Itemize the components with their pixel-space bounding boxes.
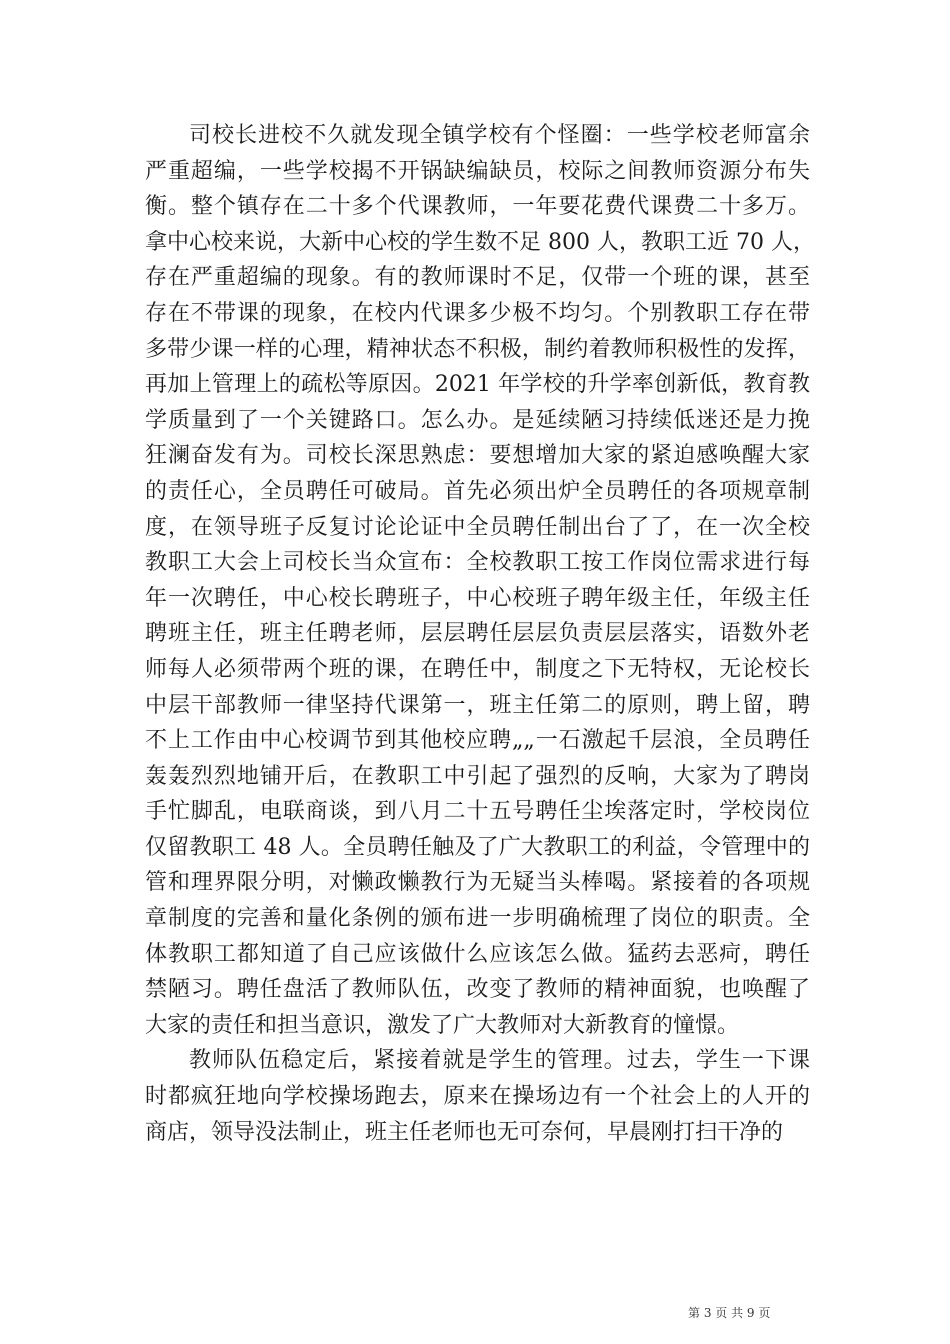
text-line: 学质量到了一个关键路口。怎么办。是延续陋习持续低迷还是力挽 — [145, 407, 810, 433]
text-line: 禁陋习。聘任盘活了教师队伍，改变了教师的精神面貌，也唤醒了 — [145, 977, 810, 1003]
text-line: 严重超编，一些学校揭不开锅缺编缺员，校际之间教师资源分布失 — [145, 158, 810, 184]
text-line: 大家的责任和担当意识，激发了广大教师对大新教育的憧憬。 — [145, 1012, 740, 1038]
text-line: 商店，领导没法制止，班主任老师也无可奈何，早晨刚打扫干净的 — [145, 1119, 784, 1145]
page-number: 第 3 页 共 9 页 — [688, 1306, 771, 1320]
text-line: 司校长进校不久就发现全镇学校有个怪圈：一些学校老师富余 — [189, 123, 810, 148]
text-line: 仅留教职工 48 人。全员聘任触及了广大教职工的利益，令管理中的 — [145, 834, 810, 860]
document-body — [145, 118, 815, 1150]
paragraph — [145, 1043, 810, 1150]
text-line: 度，在领导班子反复讨论论证中全员聘任制出台了了，在一次全校 — [145, 514, 810, 540]
text-line: 教职工大会上司校长当众宣布：全校教职工按工作岗位需求进行每 — [145, 550, 810, 576]
text-line: 师每人必须带两个班的课，在聘任中，制度之下无特权，无论校长 — [145, 656, 810, 682]
text-line: 再加上管理上的疏松等原因。2021 年学校的升学率创新低，教育教 — [145, 372, 810, 398]
text-line: 手忙脚乱，电联商谈，到八月二十五号聘任尘埃落定时，学校岗位 — [145, 799, 810, 825]
paragraph — [145, 118, 815, 1043]
text-line: 年一次聘任，中心校长聘班子，中心校班子聘年级主任，年级主任 — [145, 585, 810, 611]
text-line: 聘班主任，班主任聘老师，层层聘任层层负责层层落实，语数外老 — [145, 621, 810, 647]
text-line: 拿中心校来说，大新中心校的学生数不足 800 人，教职工近 70 人， — [145, 229, 815, 255]
text-line: 不上工作由中心校调节到其他校应聘„„一石激起千层浪，全员聘任 — [145, 728, 810, 754]
text-line: 教师队伍稳定后，紧接着就是学生的管理。过去，学生一下课 — [189, 1048, 810, 1074]
text-line: 存在严重超编的现象。有的教师课时不足，仅带一个班的课，甚至 — [145, 265, 810, 291]
text-line: 章制度的完善和量化条例的颁布进一步明确梳理了岗位的职责。全 — [145, 906, 810, 932]
text-line: 狂澜奋发有为。司校长深思熟虑：要想增加大家的紧迫感唤醒大家 — [145, 443, 810, 469]
text-line: 轰轰烈烈地铺开后，在教职工中引起了强烈的反响，大家为了聘岗 — [145, 763, 810, 789]
text-line: 存在不带课的现象，在校内代课多少极不均匀。个别教职工存在带 — [145, 300, 810, 326]
text-line: 的责任心，全员聘任可破局。首先必须出炉全员聘任的各项规章制 — [145, 478, 810, 504]
text-line: 时都疯狂地向学校操场跑去，原来在操场边有一个社会上的人开的 — [145, 1084, 810, 1110]
text-line: 衡。整个镇存在二十多个代课教师，一年要花费代课费二十多万。 — [145, 194, 810, 220]
text-line: 体教职工都知道了自己应该做什么应该怎么做。猛药去恶疴，聘任 — [145, 941, 810, 967]
text-line: 中层干部教师一律坚持代课第一，班主任第二的原则，聘上留，聘 — [145, 692, 810, 718]
text-line: 多带少课一样的心理，精神状态不积极，制约着教师积极性的发挥， — [145, 336, 810, 362]
text-line: 管和理界限分明，对懒政懒教行为无疑当头棒喝。紧接着的各项规 — [145, 870, 810, 896]
